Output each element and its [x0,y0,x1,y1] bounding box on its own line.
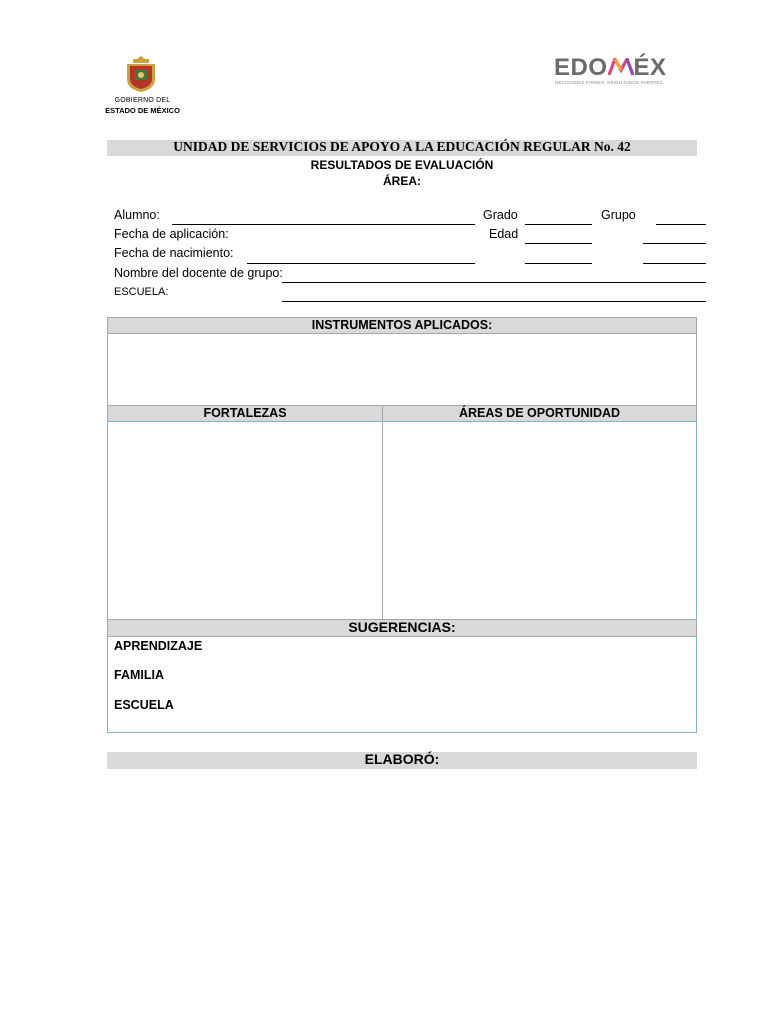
extra-field-row3a[interactable] [525,263,592,264]
alumno-field[interactable] [172,224,475,225]
fecha-nacimiento-field[interactable] [247,263,475,264]
areas-oportunidad-content[interactable] [382,421,697,620]
area-title: ÁREA: [383,174,421,188]
areas-oportunidad-header: ÁREAS DE OPORTUNIDAD [458,406,621,420]
edomex-tagline: DECISIONES FIRMES, RESULTADOS FUERTES. [555,80,665,85]
fecha-nacimiento-label: Fecha de nacimiento: [114,246,234,260]
docente-label: Nombre del docente de grupo: [114,266,283,280]
edomex-logo-suffix: ÉX [633,54,667,81]
sugerencia-escuela: ESCUELA [114,698,174,712]
grupo-label: Grupo [601,208,636,222]
sugerencia-familia: FAMILIA [114,668,164,682]
coat-of-arms-icon [123,55,159,93]
edomex-m-icon [608,55,634,73]
sugerencias-header: SUGERENCIAS: [348,619,456,635]
fecha-aplicacion-label: Fecha de aplicación: [114,227,229,241]
instrumentos-content[interactable] [108,334,696,405]
unit-title: UNIDAD DE SERVICIOS DE APOYO A LA EDUCACIÓN REGULAR No. 42 [173,139,631,154]
grado-label: Grado [483,208,518,222]
extra-field-row3b[interactable] [643,263,706,264]
gov-logo-line2: ESTADO DE MÉXICO [105,106,180,115]
results-title: RESULTADOS DE EVALUACIÓN [310,158,494,172]
extra-field-row2[interactable] [643,243,706,244]
docente-field[interactable] [282,282,706,283]
grupo-field[interactable] [656,224,706,225]
grado-field[interactable] [525,224,592,225]
gov-logo-line1: GOBIERNO DEL [114,97,171,104]
edomex-logo-prefix: EDO [554,54,608,81]
escuela-field[interactable] [282,301,706,302]
gov-logo [95,55,190,120]
fortalezas-content[interactable] [107,421,383,620]
sugerencia-aprendizaje: APRENDIZAJE [114,639,203,653]
escuela-label: ESCUELA: [114,286,169,298]
alumno-label: Alumno: [114,208,160,222]
elaboro-header: ELABORÓ: [364,751,440,767]
fortalezas-header: FORTALEZAS [203,406,287,420]
edad-label: Edad [489,227,519,241]
edomex-logo [554,54,694,90]
instrumentos-header: INSTRUMENTOS APLICADOS: [311,318,493,332]
edad-field[interactable] [525,243,592,244]
